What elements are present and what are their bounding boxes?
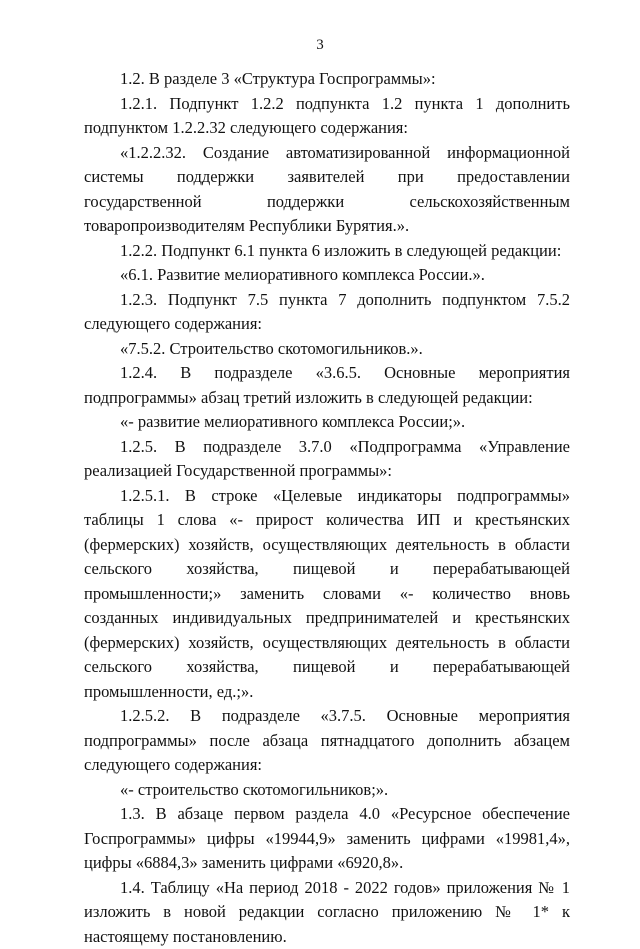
paragraph-1-3: 1.3. В абзаце первом раздела 4.0 «Ресурсное обеспечение Госпрограммы» цифры «19944,9» заменить цифрами «19981,4», цифры «6884,3» заменить цифрами «6920,8». xyxy=(84,802,570,876)
paragraph-1-4: 1.4. Таблицу «На период 2018 - 2022 годов» приложения № 1 изложить в новой редакции согласно приложению № 1* к настоящему постановлению. xyxy=(84,876,570,949)
paragraph-quote-cattle-burial: «- строительство скотомогильников;». xyxy=(84,778,570,803)
paragraph-quote-7-5-2: «7.5.2. Строительство скотомогильников.». xyxy=(84,337,570,362)
document-body xyxy=(84,67,570,949)
paragraph-1-2: 1.2. В разделе 3 «Структура Госпрограммы»: xyxy=(84,67,570,92)
paragraph-quote-6-1: «6.1. Развитие мелиоративного комплекса России.». xyxy=(84,263,570,288)
paragraph-1-2-3: 1.2.3. Подпункт 7.5 пункта 7 дополнить подпунктом 7.5.2 следующего содержания: xyxy=(84,288,570,337)
paragraph-quote-melioration: «- развитие мелиоративного комплекса России;». xyxy=(84,410,570,435)
paragraph-1-2-5: 1.2.5. В подразделе 3.7.0 «Подпрограмма «Управление реализацией Государственной программы»: xyxy=(84,435,570,484)
paragraph-1-2-5-2: 1.2.5.2. В подразделе «3.7.5. Основные мероприятия подпрограммы» после абзаца пятнадцатого дополнить абзацем следующего содержания: xyxy=(84,704,570,778)
paragraph-1-2-2: 1.2.2. Подпункт 6.1 пункта 6 изложить в следующей редакции: xyxy=(84,239,570,264)
paragraph-quote-1-2-2-32: «1.2.2.32. Создание автоматизированной информационной системы поддержки заявителей при предоставлении государственной поддержки сельскохозяйственным товаропроизводителям Республики Бурятия.». xyxy=(84,141,570,239)
paragraph-1-2-5-1: 1.2.5.1. В строке «Целевые индикаторы подпрограммы» таблицы 1 слова «- прирост количества ИП и крестьянских (фермерских) хозяйств, осуществляющих деятельность в области сельского хозяйства, пищевой и перерабатывающей промышленности;» заменить словами «- количество вновь созданных индивидуальных предпринимателей и крестьянских (фермерских) хозяйств, осуществляющих деятельность в области сельского хозяйства, пищевой и перерабатывающей промышленности, ед.;». xyxy=(84,484,570,705)
paragraph-1-2-1: 1.2.1. Подпункт 1.2.2 подпункта 1.2 пункта 1 дополнить подпунктом 1.2.2.32 следующего содержания: xyxy=(84,92,570,141)
page-number: 3 xyxy=(0,36,640,54)
paragraph-1-2-4: 1.2.4. В подразделе «3.6.5. Основные мероприятия подпрограммы» абзац третий изложить в следующей редакции: xyxy=(84,361,570,410)
